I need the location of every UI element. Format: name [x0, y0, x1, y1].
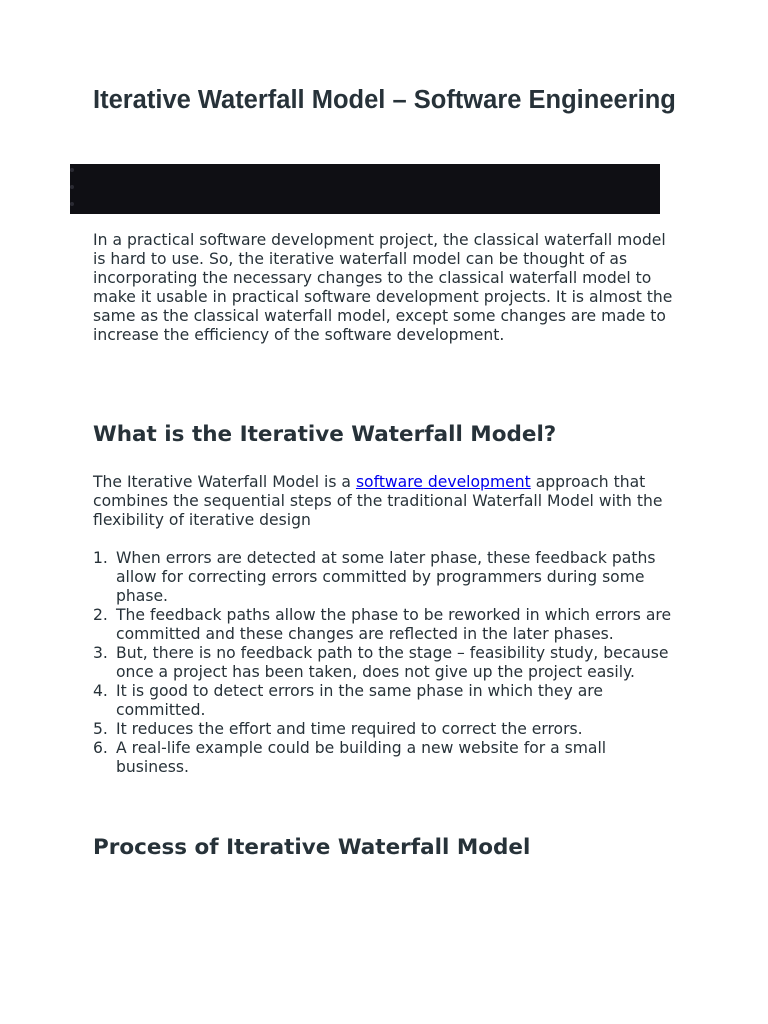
list-item-number: 3.: [93, 644, 108, 662]
section-heading-process: Process of Iterative Waterfall Model: [93, 835, 531, 860]
list-item-number: 6.: [93, 739, 108, 757]
software-development-link[interactable]: software development: [355, 473, 531, 491]
feature-list: [93, 549, 683, 777]
section-heading-what-is: What is the Iterative Waterfall Model?: [93, 422, 557, 447]
list-item-number: 1.: [93, 549, 108, 567]
list-item: [93, 720, 683, 739]
intro-paragraph: In a practical software development project, the classical waterfall model is hard to use. So, the iterative waterfall model can be thought of as incorporating the necessary changes to the classical waterfall model to make it usable in practical software development projects. It is almost the same as the classical waterfall model, except some changes are made to increase the efficiency of the software development.: [93, 231, 673, 344]
page-title: Iterative Waterfall Model – Software Engineering: [93, 86, 676, 114]
list-item: [93, 549, 683, 606]
list-item-text: The feedback paths allow the phase to be reworked in which errors are committed and these changes are reflected in the later phases.: [116, 606, 672, 643]
list-item: [93, 606, 683, 644]
list-item-text: When errors are detected at some later phase, these feedback paths allow for correcting errors committed by programmers during some phase.: [116, 549, 656, 605]
list-item-number: 5.: [93, 720, 108, 738]
banner-bullet: [70, 168, 74, 172]
definition-paragraph: [93, 473, 683, 530]
list-item: [93, 682, 683, 720]
list-item-text: But, there is no feedback path to the stage – feasibility study, because once a project has been taken, does not give up the project easily.: [116, 644, 669, 681]
list-item-text: It reduces the effort and time required to correct the errors.: [116, 720, 583, 738]
definition-text-end: approach that combines the sequential steps of the traditional Waterfall Model with the flexibility of iterative design: [93, 473, 663, 529]
list-item-number: 4.: [93, 682, 108, 700]
list-item-number: 2.: [93, 606, 108, 624]
definition-text-start: The Iterative Waterfall Model is a: [93, 473, 356, 491]
dark-banner: [70, 164, 660, 214]
list-item-text: A real-life example could be building a new website for a small business.: [116, 739, 607, 776]
list-item: [93, 644, 683, 682]
banner-bullet: [70, 185, 74, 189]
list-item-text: It is good to detect errors in the same phase in which they are committed.: [116, 682, 603, 719]
banner-bullet: [70, 202, 74, 206]
list-item: [93, 739, 683, 777]
